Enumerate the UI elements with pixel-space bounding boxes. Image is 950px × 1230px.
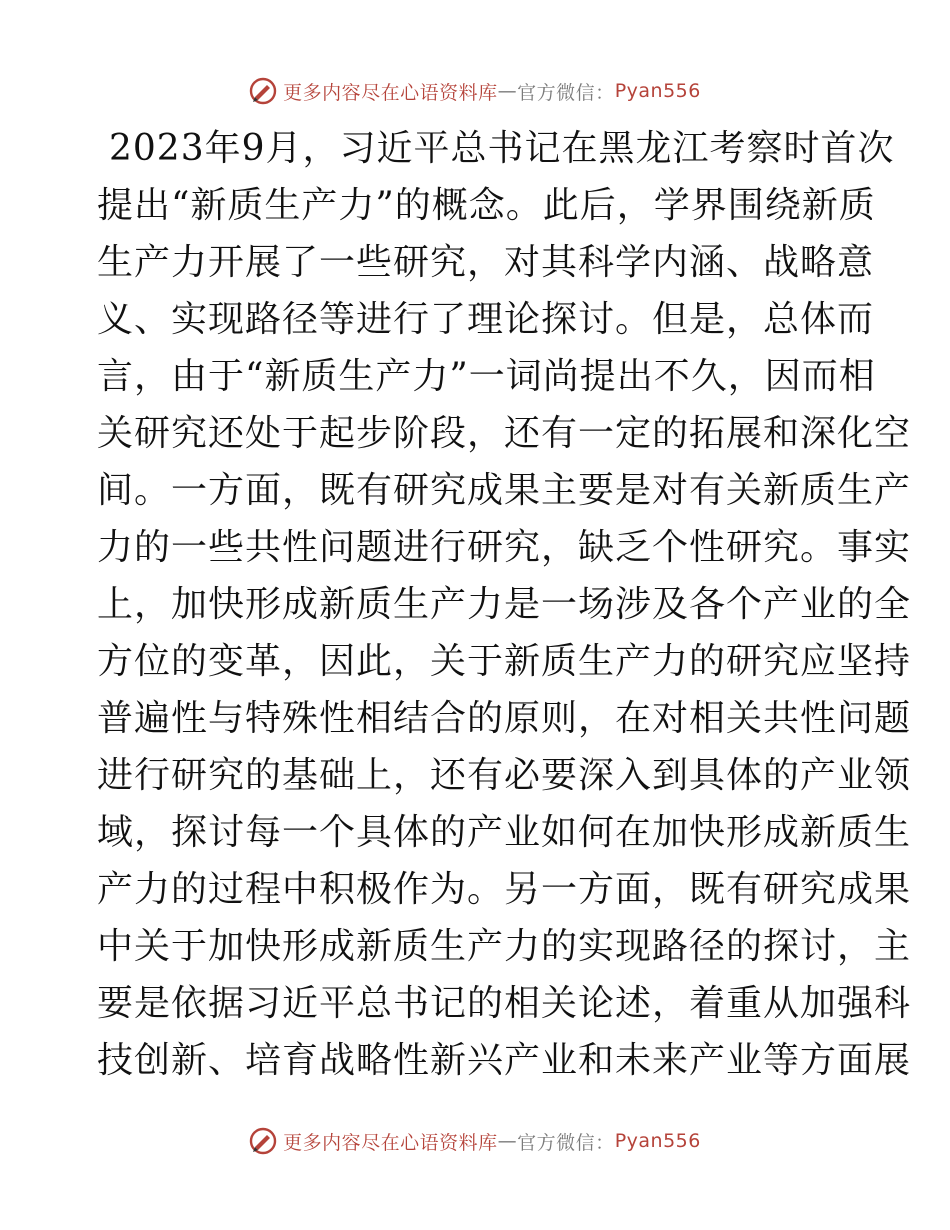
body-line: 方位的变革，因此，关于新质生产力的研究应坚持 [97,641,912,682]
body-line: 力的一些共性问题进行研究，缺乏个性研究。事实 [97,527,912,568]
body-line: 要是依据习近平总书记的相关论述，着重从加强科 [97,983,912,1024]
body-line: 域，探讨每一个具体的产业如何在加快形成新质生 [97,812,912,853]
banner-wechat-label: 官方微信： [517,81,615,104]
pen-logo-icon [249,77,277,105]
banner-site-text: 更多内容尽在心语资料库 [283,1131,498,1154]
body-line: 义、实现路径等进行了理论探讨。但是，总体而 [97,299,875,340]
body-line: 普遍性与特殊性相结合的原则，在对相关共性问题 [97,698,912,739]
banner-wechat-label: 官方微信： [517,1131,615,1154]
body-line: 进行研究的基础上，还有必要深入到具体的产业领 [97,755,912,796]
banner-separator: — [497,1130,518,1152]
body-line: 间。一方面，既有研究成果主要是对有关新质生产 [97,470,912,511]
body-line: 上，加快形成新质生产力是一场涉及各个产业的全 [97,584,912,625]
body-line: 言，由于“新质生产力”一词尚提出不久，因而相 [97,356,876,397]
banner-separator: — [497,80,518,102]
pen-logo-icon [249,1127,277,1155]
body-line: 产力的过程中积极作为。另一方面，既有研究成果 [97,869,912,910]
body-line: 中关于加快形成新质生产力的实现路径的探讨，主 [97,926,912,967]
banner-wechat-id: Pyan556 [614,1130,701,1152]
banner-site-text: 更多内容尽在心语资料库 [283,81,498,104]
footer-banner [0,1121,950,1161]
body-line: 提出“新质生产力”的概念。此后，学界围绕新质 [97,185,876,226]
body-line: 生产力开展了一些研究，对其科学内涵、战略意 [97,242,875,283]
body-line: 2023年9月，习近平总书记在黑龙江考察时首次 [109,128,895,169]
article-body [97,120,912,1089]
header-banner [0,71,950,111]
body-line: 关研究还处于起步阶段，还有一定的拓展和深化空 [97,413,912,454]
banner-wechat-id: Pyan556 [614,80,701,102]
body-line: 技创新、培育战略性新兴产业和未来产业等方面展 [97,1040,912,1081]
